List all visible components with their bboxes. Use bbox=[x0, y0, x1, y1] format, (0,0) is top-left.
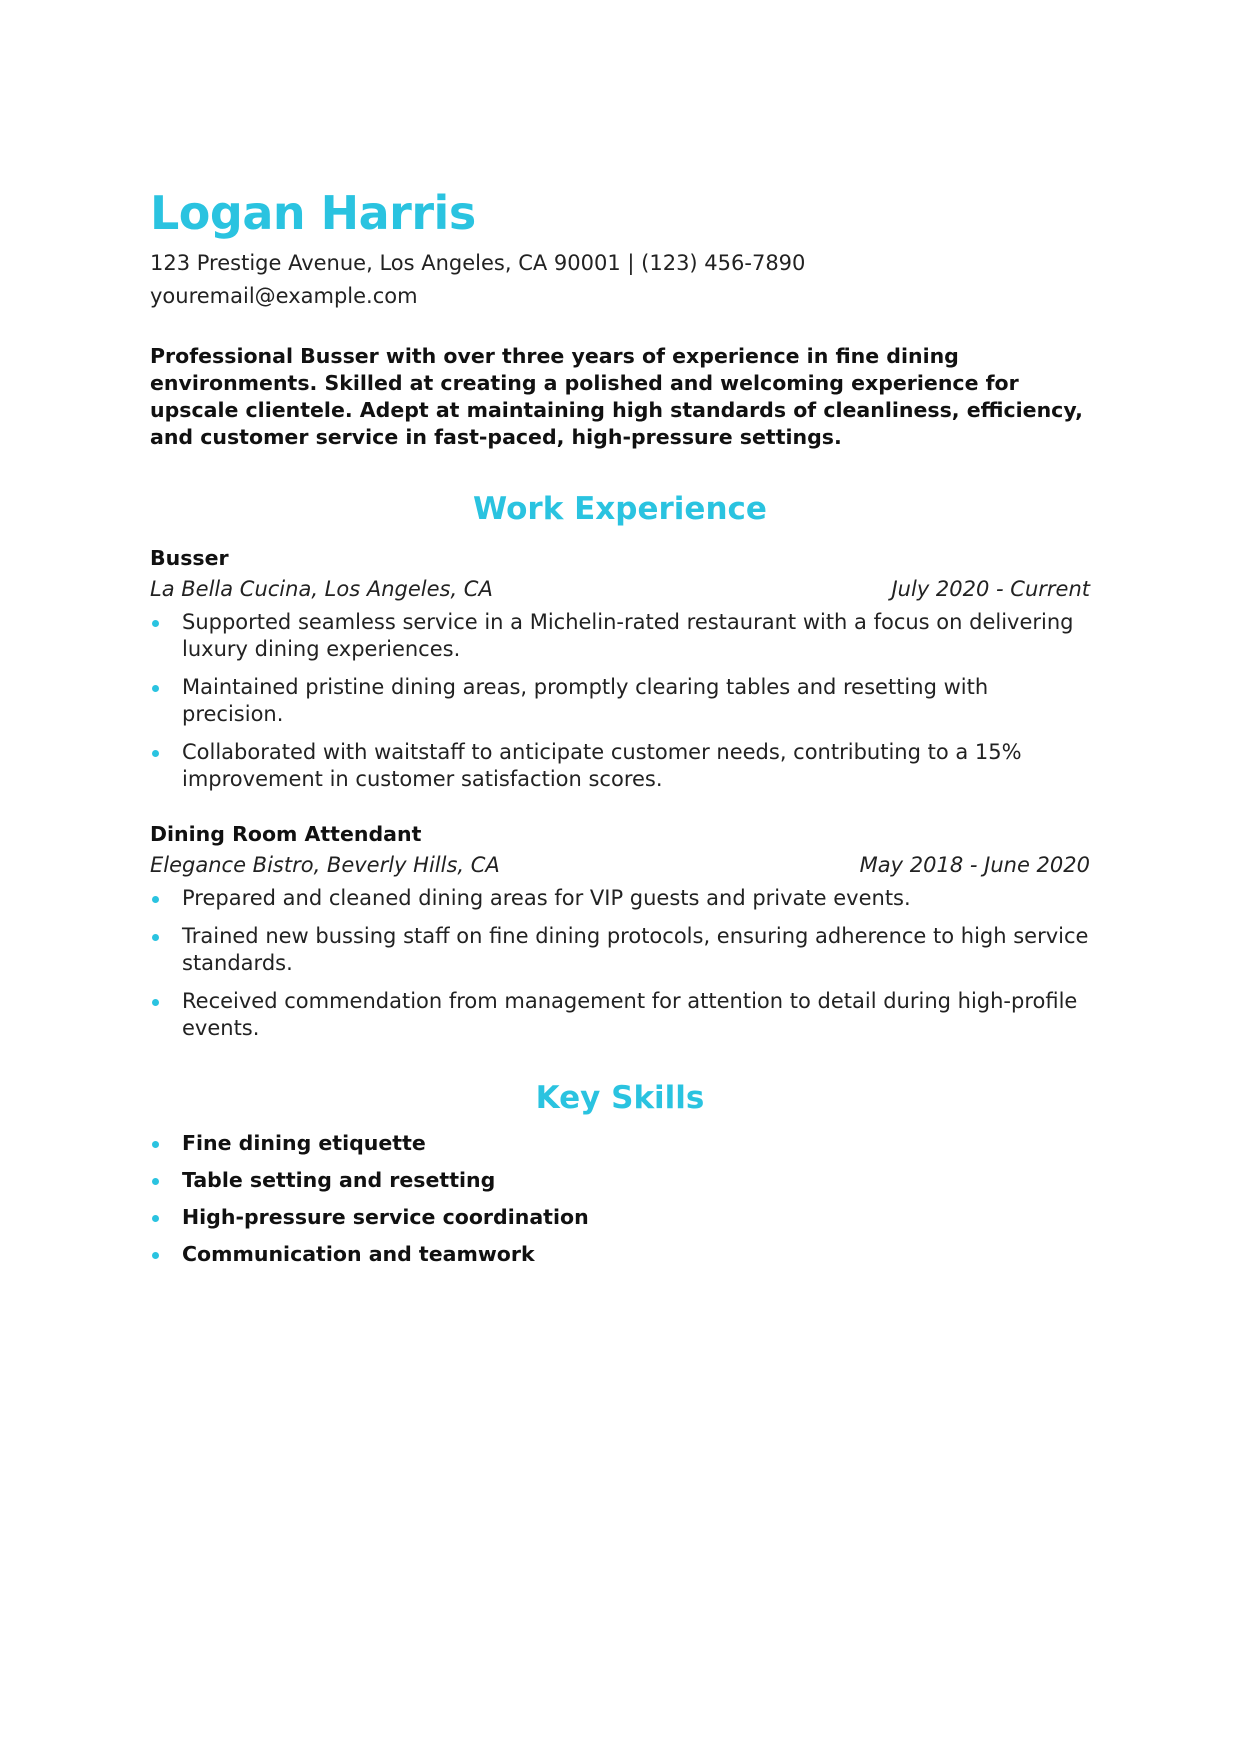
job-company: La Bella Cucina, Los Angeles, CA bbox=[150, 577, 493, 601]
skill-item bbox=[150, 1167, 1090, 1194]
bullet-dot-icon bbox=[152, 934, 159, 941]
skill-text: High-pressure service coordination bbox=[182, 1205, 589, 1229]
bullet-text: Collaborated with waitstaff to anticipate customer needs, contributing to a 15% improvement in customer satisfaction scores. bbox=[182, 740, 1022, 791]
bullet-dot-icon bbox=[152, 1252, 159, 1259]
bullet-text: Prepared and cleaned dining areas for VIP guests and private events. bbox=[182, 886, 911, 910]
list-item bbox=[150, 885, 1090, 912]
job-company: Elegance Bistro, Beverly Hills, CA bbox=[150, 853, 500, 877]
contact-block bbox=[150, 247, 1090, 313]
skill-item bbox=[150, 1204, 1090, 1231]
resume-page bbox=[150, 185, 1090, 1278]
work-experience-heading: Work Experience bbox=[473, 491, 767, 527]
list-item bbox=[150, 988, 1090, 1042]
address-phone-line: 123 Prestige Avenue, Los Angeles, CA 90001 | (123) 456-7890 bbox=[150, 251, 806, 275]
job-entry bbox=[150, 543, 1090, 793]
job-bullets bbox=[150, 609, 1090, 793]
bullet-dot-icon bbox=[152, 999, 159, 1006]
job-dates: July 2020 - Current bbox=[891, 577, 1090, 601]
job-title: Busser bbox=[150, 546, 229, 570]
skill-text: Communication and teamwork bbox=[182, 1242, 535, 1266]
skills-list bbox=[150, 1130, 1090, 1268]
skill-item bbox=[150, 1241, 1090, 1268]
bullet-dot-icon bbox=[152, 1178, 159, 1185]
list-item bbox=[150, 739, 1090, 793]
bullet-text: Supported seamless service in a Michelin-rated restaurant with a focus on delivering luxury dining experiences. bbox=[182, 610, 1074, 661]
bullet-dot-icon bbox=[152, 685, 159, 692]
skill-text: Table setting and resetting bbox=[182, 1168, 496, 1192]
job-meta bbox=[150, 849, 1090, 881]
job-meta bbox=[150, 573, 1090, 605]
email-line: youremail@example.com bbox=[150, 284, 418, 308]
key-skills-heading: Key Skills bbox=[535, 1080, 705, 1116]
candidate-name: Logan Harris bbox=[150, 186, 476, 240]
bullet-dot-icon bbox=[152, 750, 159, 757]
list-item bbox=[150, 923, 1090, 977]
list-item bbox=[150, 609, 1090, 663]
job-dates: May 2018 - June 2020 bbox=[859, 853, 1090, 877]
skill-text: Fine dining etiquette bbox=[182, 1131, 426, 1155]
bullet-text: Maintained pristine dining areas, promptly clearing tables and resetting with precision. bbox=[182, 675, 989, 726]
bullet-dot-icon bbox=[152, 1141, 159, 1148]
professional-summary: Professional Busser with over three years of experience in fine dining environments. Skilled at creating a polished and welcoming experience for upscale clientele. Adept at maintaining high standards of cleanliness, efficiency, and customer service in fast-paced, high-pressure settings. bbox=[150, 344, 1083, 449]
bullet-text: Received commendation from management for attention to detail during high-profile events. bbox=[182, 989, 1078, 1040]
bullet-text: Trained new bussing staff on fine dining protocols, ensuring adherence to high service standards. bbox=[182, 924, 1089, 975]
job-entry bbox=[150, 819, 1090, 1042]
skill-item bbox=[150, 1130, 1090, 1157]
bullet-dot-icon bbox=[152, 896, 159, 903]
bullet-dot-icon bbox=[152, 620, 159, 627]
job-bullets bbox=[150, 885, 1090, 1042]
job-title: Dining Room Attendant bbox=[150, 822, 422, 846]
bullet-dot-icon bbox=[152, 1215, 159, 1222]
list-item bbox=[150, 674, 1090, 728]
